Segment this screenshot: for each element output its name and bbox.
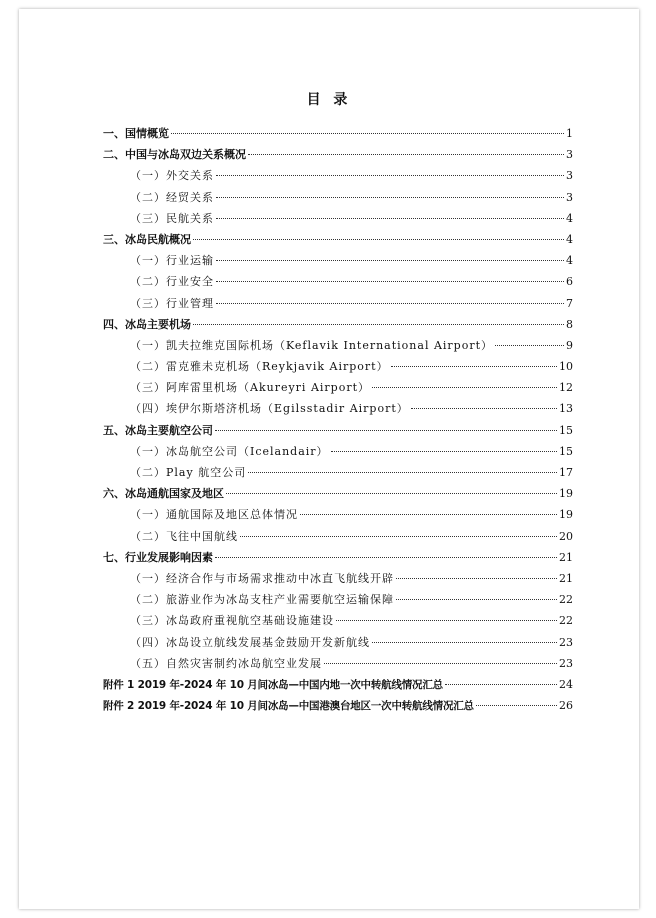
toc-entry-2-2[interactable] [103,187,573,208]
toc-entry-text: 六、冰岛通航国家及地区 [103,487,224,501]
toc-entry-7-5[interactable] [103,653,573,674]
toc-entry-7[interactable] [103,547,573,568]
dot-leader [171,133,564,134]
document-page [19,9,639,909]
dot-leader [411,408,557,409]
toc-entry-text: 三、冰岛民航概况 [103,232,191,246]
toc-entry-text: （四）埃伊尔斯塔济机场（Egilsstadir Airport） [130,402,409,416]
toc-entry-7-4[interactable] [103,632,573,653]
toc-page-number: 24 [559,677,573,691]
toc-page-number: 21 [559,571,573,585]
dot-leader [372,387,557,388]
toc-entry-text: （三）阿库雷里机场（Akureyri Airport） [130,381,371,395]
toc-page-number: 19 [559,508,573,522]
toc-page-number: 13 [559,402,573,416]
toc-page-number: 23 [559,656,573,670]
toc-page-number: 10 [559,360,573,374]
toc-page-number: 22 [559,614,573,628]
toc-entry-7-1[interactable] [103,568,573,589]
toc-entry-4-3[interactable] [103,377,573,398]
toc-entry-2[interactable] [103,144,573,165]
toc-entry-text: 七、行业发展影响因素 [103,550,213,564]
toc-entry-text: 四、冰岛主要机场 [103,317,191,331]
toc-entry-3-3[interactable] [103,293,573,314]
dot-leader [396,599,557,600]
toc-entry-text: （三）民航关系 [130,211,214,225]
dot-leader [248,154,564,155]
toc-entry-3-2[interactable] [103,271,573,292]
toc-entry-text: （二）经贸关系 [130,190,214,204]
toc-entry-4[interactable] [103,314,573,335]
toc-page-number: 12 [559,381,573,395]
dot-leader [331,451,557,452]
toc-page-number: 8 [566,317,573,331]
toc-entry-text: （一）外交关系 [130,169,214,183]
toc-entry-attachment-1[interactable] [103,674,573,695]
dot-leader [391,366,557,367]
toc-entry-4-1[interactable] [103,335,573,356]
toc-page-number: 20 [559,529,573,543]
toc-entry-text: （四）冰岛设立航线发展基金鼓励开发新航线 [130,635,370,649]
toc-entry-2-1[interactable] [103,165,573,186]
toc-entry-5[interactable] [103,420,573,441]
toc-entry-4-4[interactable] [103,398,573,419]
toc-entry-text: （三）冰岛政府重视航空基础设施建设 [130,614,334,628]
toc-entry-attachment-2[interactable] [103,695,573,716]
toc-entry-6-2[interactable] [103,526,573,547]
dot-leader [215,430,557,431]
dot-leader [240,536,557,537]
dot-leader [215,557,557,558]
toc-entry-text: （一）冰岛航空公司（Icelandair） [130,444,329,458]
toc-entry-6-1[interactable] [103,504,573,525]
dot-leader [216,260,564,261]
toc-entry-text: （二）Play 航空公司 [130,466,247,479]
dot-leader [372,642,557,643]
toc-page-number: 6 [566,275,573,289]
toc-page-number: 19 [559,487,573,501]
toc-entry-7-3[interactable] [103,610,573,631]
toc-entry-text: 附件 2 2019 年-2024 年 10 月间冰岛—中国港澳台地区一次中转航线情况汇总 [103,700,474,713]
toc-entry-6[interactable] [103,483,573,504]
toc-entry-text: （一）通航国际及地区总体情况 [130,508,298,522]
toc-page-number: 23 [559,635,573,649]
dot-leader [445,684,557,685]
toc-page-number: 3 [566,148,573,162]
toc-entry-text: （二）飞往中国航线 [130,529,238,543]
dot-leader [248,472,557,473]
toc-page-number: 3 [566,169,573,183]
dot-leader [300,514,557,515]
toc-entry-text: （二）雷克雅未克机场（Reykjavik Airport） [130,360,389,374]
toc-entry-3-1[interactable] [103,250,573,271]
toc-entry-text: （五）自然灾害制约冰岛航空业发展 [130,656,322,670]
dot-leader [336,620,557,621]
toc-page-number: 17 [559,466,573,479]
toc-entry-1[interactable] [103,123,573,144]
toc-entry-3[interactable] [103,229,573,250]
dot-leader [216,218,564,219]
toc-entry-text: 附件 1 2019 年-2024 年 10 月间冰岛—中国内地一次中转航线情况汇总 [103,678,443,691]
toc-page-number: 1 [566,127,573,140]
toc-entry-text: 一、国情概览 [103,127,169,140]
toc-page-number: 3 [566,190,573,204]
toc-page-number: 26 [559,699,573,713]
dot-leader [226,493,557,494]
toc-page-number: 4 [566,232,573,246]
dot-leader [193,239,564,240]
toc-page-number: 22 [559,593,573,607]
toc-entry-text: （一）凯夫拉维克国际机场（Keflavik International Airport） [130,338,494,352]
dot-leader [216,303,564,304]
toc-page-number: 7 [566,296,573,310]
toc-entry-text: （二）行业安全 [130,275,214,289]
toc-entry-text: （三）行业管理 [130,296,214,310]
dot-leader [324,663,557,664]
dot-leader [216,197,564,198]
dot-leader [216,175,564,176]
toc-page-number: 4 [566,211,573,225]
dot-leader [476,705,557,706]
toc-page-number: 9 [566,338,573,352]
toc-page-number: 15 [559,423,573,437]
toc-entry-text: 二、中国与冰岛双边关系概况 [103,148,246,162]
toc-entry-5-1[interactable] [103,441,573,462]
toc-entry-4-2[interactable] [103,356,573,377]
toc-entry-text: （一）行业运输 [130,254,214,268]
toc-entry-7-2[interactable] [103,589,573,610]
toc-page-number: 15 [559,444,573,458]
page-title: 目 录 [306,92,352,108]
toc-entry-text: （一）经济合作与市场需求推动中冰直飞航线开辟 [130,571,394,585]
toc-entry-text: （二）旅游业作为冰岛支柱产业需要航空运输保障 [130,593,394,607]
dot-leader [396,578,557,579]
toc-entry-2-3[interactable] [103,208,573,229]
toc-entry-text: 五、冰岛主要航空公司 [103,423,213,437]
dot-leader [216,281,564,282]
dot-leader [495,345,564,346]
toc-page-number: 4 [566,254,573,268]
dot-leader [193,324,564,325]
toc-page-number: 21 [559,550,573,564]
table-of-contents [103,123,573,716]
toc-entry-5-2[interactable] [103,462,573,483]
